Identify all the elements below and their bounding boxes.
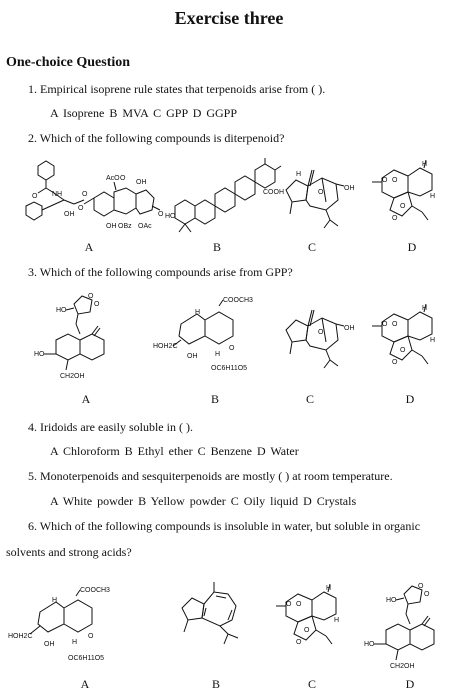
label-q2-b: B [212, 240, 221, 254]
svg-text:COOCH3: COOCH3 [223, 297, 253, 304]
svg-text:O: O [296, 639, 302, 646]
svg-text:O: O [392, 215, 398, 222]
svg-text:OH: OH [106, 223, 117, 230]
svg-text:H: H [72, 639, 78, 646]
svg-text:OH: OH [64, 211, 75, 218]
question-5-options: A White powder B Yellow powder C Oily liquid D Crystals [50, 494, 357, 508]
svg-text:H: H [334, 617, 340, 624]
question-6-text-line1: 6. Which of the following compounds is insoluble in water, but soluble in organic [28, 519, 421, 533]
svg-text:OAc: OAc [138, 223, 152, 230]
svg-text:OH: OH [136, 179, 147, 186]
svg-text:O: O [158, 211, 164, 218]
svg-text:HO: HO [165, 213, 176, 220]
structure-q6-d [360, 580, 455, 670]
label-q2-d: D [407, 240, 417, 254]
svg-text:OH: OH [44, 641, 55, 648]
svg-text:O: O [296, 601, 302, 608]
question-4-options: A Chloroform B Ethyl ether C Benzene D Water [50, 444, 299, 458]
svg-text:O: O [304, 627, 310, 634]
svg-text:HO: HO [386, 597, 397, 604]
label-q3-c: C [305, 392, 314, 406]
svg-text:O: O [82, 191, 88, 198]
svg-text:O: O [120, 175, 126, 182]
svg-text:O: O [94, 301, 100, 308]
structure-q2-c [278, 160, 363, 240]
svg-text:CH2OH: CH2OH [390, 663, 415, 670]
section-heading: One-choice Question [6, 55, 131, 70]
question-4-text: 4. Iridoids are easily soluble in ( ). [28, 420, 193, 434]
label-q2-a: A [84, 240, 94, 254]
label-q6-d: D [405, 677, 415, 691]
svg-text:HO: HO [34, 351, 45, 358]
structure-q6-b [170, 578, 260, 663]
structure-q3-b [145, 290, 265, 385]
svg-text:COOCH3: COOCH3 [80, 587, 110, 594]
svg-text:O: O [392, 177, 398, 184]
label-q6-b: B [211, 677, 220, 691]
label-q6-a: A [80, 677, 90, 691]
question-3-text: 3. Which of the following compounds arise from GPP? [28, 265, 293, 279]
svg-text:O: O [400, 347, 406, 354]
svg-text:O: O [424, 591, 430, 598]
structure-q3-a [30, 290, 130, 385]
structure-q6-a [8, 580, 148, 670]
svg-text:H: H [215, 351, 221, 358]
svg-text:OC6H11O5: OC6H11O5 [211, 365, 248, 372]
question-1-options: A Isoprene B MVA C GPP D GGPP [50, 106, 238, 120]
structure-q2-b [163, 160, 283, 240]
question-1-text: 1. Empirical isoprene rule states that terpenoids arise from ( ). [28, 82, 326, 96]
structure-q6-c [272, 582, 352, 662]
label-q6-c: C [307, 677, 316, 691]
svg-text:OH: OH [187, 353, 198, 360]
svg-text:COOH: COOH [263, 189, 284, 196]
svg-text:O: O [382, 177, 388, 184]
svg-text:O: O [418, 583, 424, 590]
svg-text:O: O [400, 203, 406, 210]
svg-text:O: O [78, 205, 84, 212]
label-q3-b: B [210, 392, 219, 406]
svg-text:H: H [296, 171, 302, 178]
svg-text:H: H [422, 305, 428, 312]
svg-text:AcO: AcO [106, 175, 120, 182]
svg-text:O: O [318, 329, 324, 336]
svg-text:O: O [318, 189, 324, 196]
structure-q3-c [278, 300, 363, 380]
svg-text:OBz: OBz [118, 223, 132, 230]
question-2-text: 2. Which of the following compounds is diterpenoid? [28, 131, 285, 145]
svg-text:OC6H11O5: OC6H11O5 [68, 655, 105, 662]
label-q2-c: C [307, 240, 316, 254]
question-6-text-line2: solvents and strong acids? [6, 545, 132, 559]
svg-text:HOH2C: HOH2C [8, 633, 33, 640]
svg-text:O: O [392, 359, 398, 366]
svg-text:H: H [326, 585, 332, 592]
svg-text:OH: OH [344, 325, 355, 332]
label-q3-a: A [81, 392, 91, 406]
svg-text:O: O [382, 321, 388, 328]
svg-text:HO: HO [364, 641, 375, 648]
label-q3-d: D [405, 392, 415, 406]
svg-text:HOH2C: HOH2C [153, 343, 178, 350]
svg-text:H: H [52, 597, 58, 604]
structure-q2-a [18, 158, 168, 238]
page-title: Exercise three [174, 8, 284, 28]
structure-q3-d [368, 302, 448, 382]
svg-text:NH: NH [52, 191, 63, 198]
svg-text:O: O [88, 293, 94, 300]
svg-text:O: O [392, 321, 398, 328]
svg-text:O: O [286, 601, 292, 608]
svg-text:O: O [32, 193, 38, 200]
svg-text:H: H [430, 337, 436, 344]
svg-text:HO: HO [56, 307, 67, 314]
svg-text:H: H [195, 309, 201, 316]
svg-text:H: H [422, 161, 428, 168]
svg-text:O: O [88, 633, 94, 640]
svg-text:H: H [430, 193, 436, 200]
structure-q2-d [368, 158, 448, 238]
question-5-text: 5. Monoterpenoids and sesquiterpenoids are mostly ( ) at room temperature. [28, 469, 393, 483]
svg-text:O: O [229, 345, 235, 352]
svg-text:OH: OH [344, 185, 355, 192]
svg-text:CH2OH: CH2OH [60, 373, 85, 380]
